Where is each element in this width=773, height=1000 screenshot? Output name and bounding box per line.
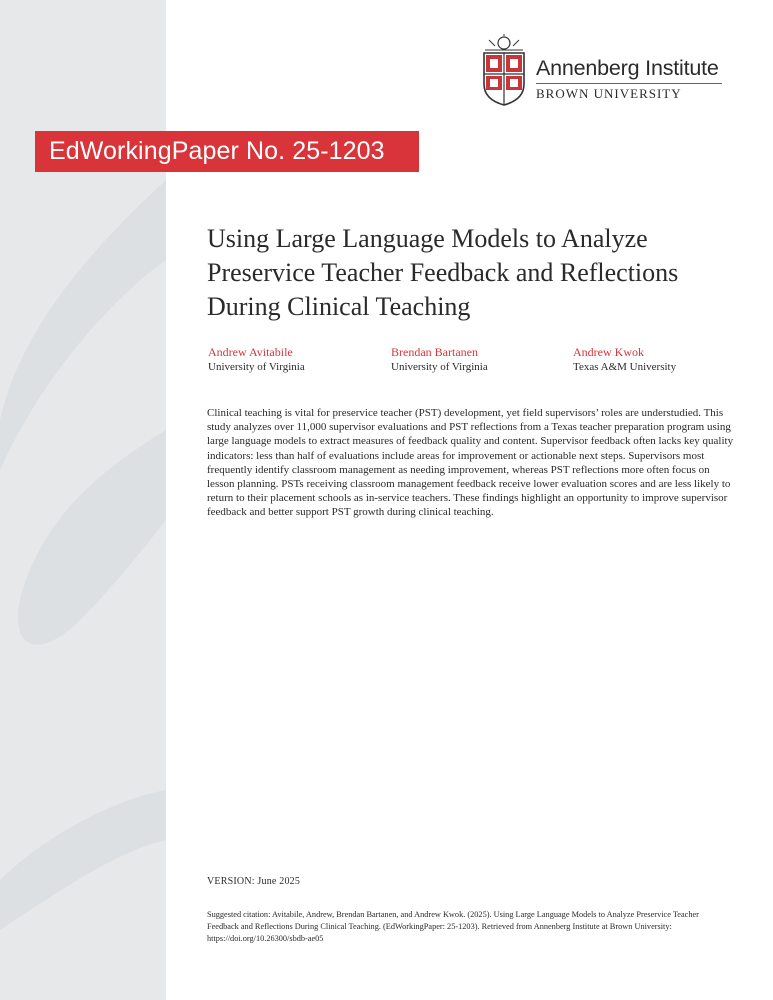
logo-rule xyxy=(536,83,722,84)
author-block xyxy=(391,345,488,375)
author-block xyxy=(208,345,305,375)
author-name: Brendan Bartanen xyxy=(391,345,478,359)
annenberg-logo xyxy=(481,34,731,106)
author-name: Andrew Kwok xyxy=(573,345,644,359)
university-name: BROWN UNIVERSITY xyxy=(536,86,682,101)
paper-title xyxy=(207,222,727,324)
author-affiliation: University of Virginia xyxy=(208,361,305,373)
author-name: Andrew Avitabile xyxy=(208,345,293,359)
working-paper-banner: EdWorkingPaper No. 25-1203 xyxy=(35,131,419,172)
author-affiliation: University of Virginia xyxy=(391,361,488,373)
brown-shield-icon xyxy=(481,34,527,106)
abstract-text: Clinical teaching is vital for preservice teacher (PST) development, yet field supervisors’ roles are understudied. This study analyzes over 11,000 supervisor evaluations and PST reflections from a Texas teacher preparation program using large language models to extract measures of feedback quality and content. Supervisor feedback often lacks key quality indicators: less than half of evaluations include areas for improvement or actionable next steps. Supervisors most frequently identify classroom management as needing improvement, whereas PST reflections more often focus on lesson planning. PSTs receiving classroom management feedback receive lower evaluation scores and are less likely to return to their placement schools as in-service teachers. These findings highlight an opportunity to improve supervisor feedback and better support PST growth during clinical teaching. xyxy=(207,407,734,519)
author-block xyxy=(573,345,676,375)
title-line: During Clinical Teaching xyxy=(207,292,471,321)
title-line: Preservice Teacher Feedback and Reflections xyxy=(207,258,679,287)
version-label: VERSION: June 2025 xyxy=(207,876,301,887)
institute-name: Annenberg Institute xyxy=(536,56,719,80)
suggested-citation: Suggested citation: Avitabile, Andrew, Brendan Bartanen, and Andrew Kwok. (2025). Using Large Language Models to Analyze Preservice Teacher Feedback and Reflections During Clinical Teaching. (EdWorkingPaper: 25-1203). Retrieved from Annenberg Institute at Brown University: https://doi.org/10.26300/sbdb-ae05 xyxy=(207,910,699,943)
author-affiliation: Texas A&M University xyxy=(573,361,677,373)
title-line: Using Large Language Models to Analyze xyxy=(207,224,648,253)
